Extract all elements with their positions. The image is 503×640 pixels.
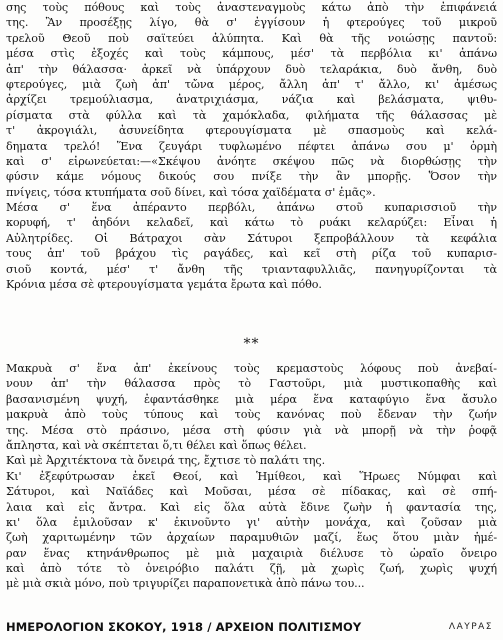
text-line: φτερούγες, μιὰ ζωὴ ἀπ' τὤνα μέρος, ἄλλη ἀπ' τ' ἄλλο, κι' ἀμέσως	[6, 77, 497, 91]
text-line: καὶ ἀπὸ τότε τὸ ὀνειρόβιο παλάτι ζῇ, μὰ χωρὶς ζωή, χωρὶς ψυχή	[6, 562, 497, 576]
text-line: ζωὴ χαριτωμένην τῶν ἀρχαίων παραμυθιῶν μαζί, ἕως ὅτου μιὰν ἡμέ-	[6, 531, 497, 545]
text-line: τ' ἀκρογιάλι, ἀσυνείδητα φτερουγίσματα μὲ σπασμοὺς καὶ κελά-	[6, 124, 497, 138]
section-separator: **	[243, 336, 260, 352]
text-line: μὲ μιὰ σκιὰ μόνο, ποὺ τριγυρίζει παραπονετικὰ ἀπὸ πάνω του...	[6, 577, 365, 591]
text-line: τρελοῦ Θεοῦ ποὺ σαϊτεύει ἀλύπητα. Καὶ θὰ τῆς νοιώσῃς παντοῦ:	[6, 31, 497, 45]
text-line: νουν ἀπ' τὴν θάλασσα πρὸς τὸ Γαστοῦρι, μιὰ μυστικοπαθὴς καὶ	[6, 377, 497, 391]
text-line: Μακρυὰ σ' ἕνα ἀπ' ἐκείνους τοὺς κρεμαστοὺς λόφους ποὺ ἀνεβαί-	[6, 362, 497, 375]
text-line: ραν ἕνας κτηνάνθρωπος μὲ μιὰ μαχαιριὰ διέλυσε τὸ ὡραῖο ὄνειρο	[6, 546, 497, 560]
text-line: κι' ὅλα ἐμιλοῦσαν κ' ἐκινοῦντο γι' αὐτὴν μονάχα, καὶ ζοῦσαν μιὰ	[6, 515, 497, 529]
text-line: Κρόνια μέσα σὲ φτερουγίσματα γεμάτα ἔρωτα καὶ πόθο.	[6, 278, 322, 292]
text-line: βασανισμένη ψυχή, ἐφαντάσθηκε μιὰ μέρα ἕνα καταφύγιο ἕνα ἄσυλο	[6, 392, 497, 406]
paragraph-1	[6, 0, 497, 292]
text-line: μακρυὰ ἀπὸ τοὺς τύπους καὶ τοὺς κανόνας ποὺ ἔδεναν τὴν ζωήν	[6, 408, 497, 422]
text-line: φύσιν κάμε νόμους δικούς σου πνίξε τὴν ἂν μπορῇς. Ὅσον τὴν	[6, 170, 497, 184]
text-line: πνίγεις, τόσα κτυπήματα σοῦ δίνει, καὶ τόσα χαϊδέματα σ' ἐμᾶς».	[6, 185, 376, 199]
author-name: ΛΑΥΡΑΣ	[448, 622, 493, 632]
text-line: ἀπ' τὴν θάλασσα· ἀρκεῖ νὰ ὑπάρχουν δυὸ τελαράκια, δυὸ ἄνθη, δυὸ	[6, 62, 497, 76]
text-line: Καὶ μὲ Ἀρχιτέκτονα τὰ ὄνειρά της, ἔχτισε τὸ παλάτι της.	[6, 454, 326, 468]
text-line: σης τοὺς πόθους καὶ τοὺς ἀναστεναγμοὺς κάτω ἀπὸ τὴν ἐπιφάνειά	[6, 1, 497, 14]
source-caption: ΗΜΕΡΟΛΟΓΙΟΝ ΣΚΟΚΟΥ, 1918 / ΑΡΧΕΙΟΝ ΠΟΛΙΤΙΣΜΟΥ	[6, 620, 362, 634]
text-line: Μέσα σ' ἕνα ἀπέραντο περβόλι, ἀπάνω στοῦ κυπαρισσιοῦ τὴν	[6, 201, 497, 215]
text-line: τους ἀπ' τοῦ βράχου τὶς ραγάδες, καὶ κεῖ στὴ ρίζα τοῦ κυπαρισ-	[6, 247, 497, 261]
footer	[6, 618, 497, 636]
text-line: Κι' ἐξεφύτρωσαν ἐκεῖ Θεοί, καὶ Ἡμίθεοι, καὶ Ἥρωες Νύμφαι καὶ	[6, 469, 497, 483]
text-line: ἀρχίζει τρεμούλιασμα, ἀνατριχιάσμα, νάζια καὶ βελάσματα, ψιθυ-	[6, 93, 497, 107]
text-line: σιοῦ κοντά, μέσ' τ' ἄνθη τῆς τριανταφυλλιᾶς, πανηγυρίζονται τὰ	[6, 262, 497, 276]
paragraph-2	[6, 361, 497, 592]
text-line: κορυφή, τ' ἀηδόνι κελαδεῖ, καὶ κάτω τὸ ρυάκι κελαρύζει: Εἶναι ἡ	[6, 216, 497, 230]
text-line: μέσα στὶς ἐξοχές καὶ τοὺς κάμπους, μέσ' τὰ περβόλια κι' ἀπάνω	[6, 47, 497, 61]
text-line: Σάτυροι, καὶ Ναϊάδες καὶ Μοῦσαι, μέσα σὲ πίδακας, καὶ σὲ σπή-	[6, 485, 497, 499]
text-line: της. Μέσα στὸ πράσινο, μέσα στὴ φύσιν γιὰ νὰ μπορῇ νὰ τὴν ῥοφᾷ	[6, 423, 497, 437]
text-line: ρίσματα στὰ φύλλα καὶ τὰ χαμόκλαδα, φιλήματα τῆς θάλασσας μὲ	[6, 108, 497, 122]
text-line: δηματα τρελό! Ἕνα ζευγάρι τυφλωμένο πέφτει ἀπάνω σου μ' ὁρμὴ	[6, 139, 497, 153]
text-line: Αὐλητρίδες. Οἱ Βάτραχοι σὰν Σάτυροι ξεπροβάλλουν τὰ κεφάλια	[6, 231, 497, 245]
text-line: καὶ σ' εἰρωνεύεται:—«Σκέψου ἀνόητε σκέψου πῶς νὰ διορθώσῃς τὴν	[6, 154, 497, 168]
text-line: λαια καὶ εἰς ἄντρα. Καὶ εἰς ὅλα αὐτὰ ἔδινε ζωὴν ἡ φαντασία της,	[6, 500, 497, 514]
text-line: της. Ἂν προσέξῃς λίγο, θὰ σ' ἐγγίσουν ἡ φτερούγες τοῦ μικροῦ	[6, 16, 497, 30]
text-line: ἄπληστα, καὶ νὰ σκέπτεται ὅ,τι θέλει καὶ ὅπως θέλει.	[6, 438, 307, 452]
